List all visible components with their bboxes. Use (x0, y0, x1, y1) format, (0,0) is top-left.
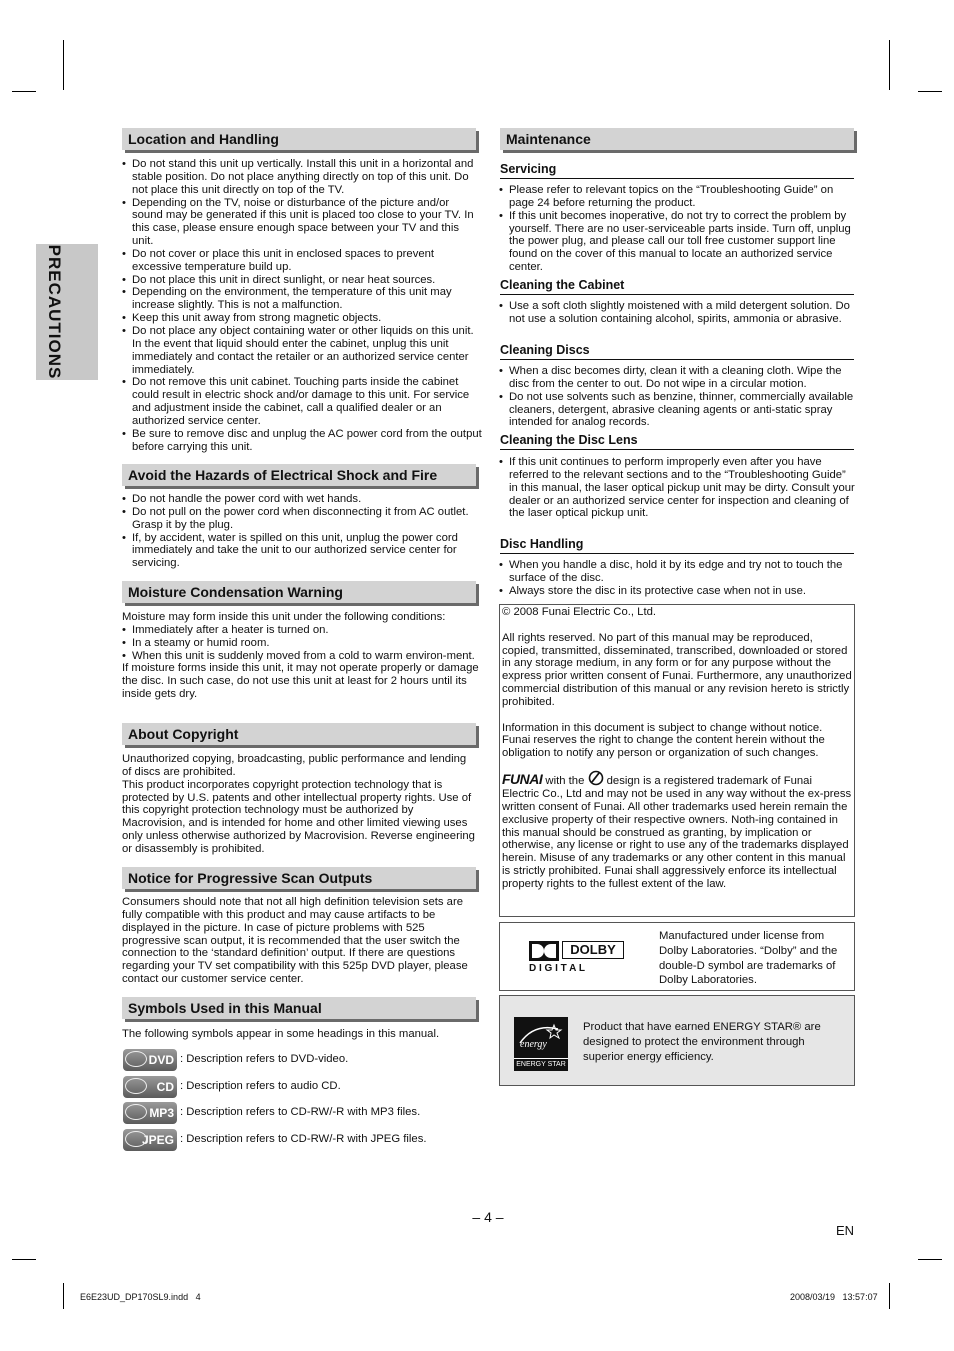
funai-design-icon (588, 770, 604, 784)
moisture-intro: Moisture may form inside this unit under the following conditions: (122, 611, 446, 623)
legal-p3-block (502, 770, 852, 891)
copyright-body (122, 753, 478, 856)
energy-star-label: ENERGY STAR (514, 1058, 568, 1071)
legal-notice-box (499, 604, 855, 917)
funai-logo: FUNAI (502, 771, 543, 788)
cd-symbol-desc: : Description refers to audio CD. (180, 1080, 341, 1092)
location-list (122, 158, 482, 453)
moisture-list (122, 624, 484, 663)
lens-heading: Cleaning the Disc Lens (500, 432, 854, 450)
crop-mark (63, 1283, 64, 1309)
crop-mark (12, 91, 36, 92)
copyright-heading: About Copyright (122, 723, 476, 745)
dolby-text: Manufactured under license from Dolby Laboratories. “Dolby” and the double-D symbol are trademarks of Dolby Laboratories. (659, 930, 838, 987)
crop-mark (918, 1259, 942, 1260)
crop-mark (889, 40, 890, 90)
hazard-item: • Do not pull on the power cord when disconnecting it from AC outlet. Grasp it by the plug. (122, 506, 482, 532)
side-tab-label: PRECAUTIONS (45, 244, 64, 380)
language-label: EN (836, 1223, 855, 1238)
energy-star-box (499, 995, 855, 1086)
servicing-item: • Please refer to relevant topics on the “Troubleshooting Guide” on page 24 before returning the product. (499, 184, 855, 210)
location-item: • Keep this unit away from strong magnetic objects. (122, 312, 482, 325)
dolby-notice-box (499, 922, 855, 991)
energy-star-text: Product that have earned ENERGY STAR® are designed to protect the environment through superior energy efficiency. (583, 1021, 821, 1063)
dvd-symbol-desc: : Description refers to DVD-video. (180, 1053, 349, 1065)
legal-p1: All rights reserved. No part of this manual may be reproduced, copied, transmitted, disseminated, transcribed, downloaded or stored in any storage medium, in any form or for any purpose without the express prior written consent of Funai. Furthermore, any unauthorized commercial distribution of this manual or any revision hereto is strictly prohibited. (502, 631, 852, 708)
servicing-heading: Servicing (500, 161, 854, 179)
lens-list (499, 456, 857, 520)
energy-star-logo (514, 1017, 568, 1071)
crop-mark (12, 1259, 36, 1260)
cabinet-item: • Use a soft cloth slightly moistened with a mild detergent solution. Do not use a solution containing alcohol, spirits, ammonia or abrasive. (499, 300, 855, 326)
location-heading: Location and Handling (122, 128, 476, 150)
crop-mark (918, 91, 942, 92)
maintenance-heading: Maintenance (500, 128, 854, 150)
crop-mark (63, 40, 64, 90)
servicing-item: • If this unit becomes inoperative, do not try to correct the problem by yourself. There are no user-serviceable parts inside. Turn off, unplug the power plug, and please call our toll free customer support line found on the cover of this manual to locate an authorized service center. (499, 210, 855, 274)
progressive-heading: Notice for Progressive Scan Outputs (122, 867, 476, 889)
jpeg-symbol-desc: : Description refers to CD-RW/-R with JPEG files. (180, 1133, 427, 1145)
jpeg-symbol-icon: JPEG (123, 1129, 177, 1151)
copyright-p1: Unauthorized copying, broadcasting, public performance and lending of discs are prohibited. (122, 753, 467, 778)
mp3-symbol-desc: : Description refers to CD-RW/-R with MP3 files. (180, 1106, 421, 1118)
cabinet-list (499, 300, 855, 326)
location-item: • Do not place any object containing water or other liquids on this unit. In the event that liquid should enter the cabinet, unplug this unit immediately and contact the retailer or an authorized service center immediately. (122, 325, 482, 376)
servicing-list (499, 184, 855, 274)
discs-list (499, 365, 857, 429)
handling-list (499, 559, 857, 598)
lens-item: • If this unit continues to perform improperly even after you have referred to the relevant sections and to the “Troubleshooting Guide” in this manual, the laser optical pickup unit may be dirty. Consult your dealer or an authorized service center for inspection and cleaning of the laser optical pickup unit. (499, 456, 857, 520)
legal-body (502, 606, 852, 891)
location-item: • Do not cover or place this unit in enclosed spaces to prevent excessive temperature build up. (122, 248, 482, 274)
location-item: • Do not place this unit in direct sunlight, or near heat sources. (122, 274, 482, 287)
legal-p3: design is a registered trademark of Funai Electric Co., Ltd and may not be used in any way without the ex-press written consent of Funai. All other trademarks used herein remain the exclusive property of their respective owners. Noth-ing contained in this manual should be construed as granting, by implication or otherwise, any license or right to use any of the trademarks displayed herein. Misuse of any trademarks or any other content in this manual is strictly prohibited. Funai shall aggressively enforce its intellectual property rights to the fullest extent of the law. (502, 775, 852, 890)
moisture-item: • Immediately after a heater is turned on. (122, 624, 484, 637)
mp3-symbol-icon: MP3 (123, 1102, 177, 1124)
page-number: – 4 – (472, 1209, 504, 1225)
location-item: • Do not stand this unit up vertically. Install this unit in a horizontal and stable position. Do not place anything directly on top of this unit. Do not place this unit directly on top of the TV. (122, 158, 482, 197)
legal-with-the: with the (545, 775, 585, 788)
dolby-digital-logo (529, 941, 627, 975)
moisture-outro: If moisture forms inside this unit, it may not operate properly or damage the disc. In such case, do not use this unit at least for 2 hours until its inside gets dry. (122, 662, 479, 701)
discs-heading: Cleaning Discs (500, 342, 854, 360)
crop-mark (889, 1283, 890, 1309)
symbols-heading: Symbols Used in this Manual (122, 997, 476, 1019)
energy-star-script: energy (520, 1039, 547, 1050)
moisture-item: • When this unit is suddenly moved from a cold to warm environ-ment. (122, 650, 484, 663)
handling-item: • Always store the disc in its protective case when not in use. (499, 585, 857, 598)
footer-date: 2008/03/19 13:57:07 (790, 1292, 878, 1302)
location-item: • Depending on the TV, noise or disturbance of the picture and/or sound may be generated if this unit is placed too close to your TV. In this case, please ensure enough space between your TV and this unit. (122, 197, 482, 248)
handling-item: • When you handle a disc, hold it by its edge and try not to touch the surface of the disc. (499, 559, 857, 585)
hazards-heading: Avoid the Hazards of Electrical Shock and Fire (122, 464, 476, 486)
handling-heading: Disc Handling (500, 536, 854, 554)
dolby-logo-sub: D I G I T A L (529, 963, 585, 974)
progressive-text: Consumers should note that not all high definition television sets are fully compatible with this product and may cause artifacts to be displayed in the picture. In case of picture problems with 525 progressive scan output, it is recommended that the user switch the connection to the ‘standard definition’ output. If there are questions regarding your TV set compatibility with this 525p DVD player, please contact our customer service center. (122, 896, 468, 986)
hazard-item: • If, by accident, water is spilled on this unit, unplug the power cord immediately and take the unit to our authorized service center for servicing. (122, 532, 482, 571)
dvd-symbol-icon: DVD (123, 1049, 177, 1071)
copyright-p2: This product incorporates copyright protection technology that is protected by U.S. patents and other intellectual property rights. Use of this copyright protection technology must be authorized by Macrovision, and is intended for home and other limited viewing uses only unless otherwise authorized by Macrovision. Reverse engineering or disassembly is prohibited. (122, 778, 475, 855)
moisture-heading: Moisture Condensation Warning (122, 581, 476, 603)
dolby-logo-word: DOLBY (562, 941, 624, 959)
section-side-tab (36, 244, 98, 380)
legal-copyright-line: © 2008 Funai Electric Co., Ltd. (502, 606, 657, 618)
footer-file: E6E23UD_DP170SL9.indd 4 (80, 1292, 201, 1302)
cd-symbol-icon: CD (123, 1076, 177, 1098)
hazards-list (122, 493, 482, 570)
location-item: • Be sure to remove disc and unplug the AC power cord from the output before carrying this unit. (122, 428, 482, 454)
symbols-intro: The following symbols appear in some headings in this manual. (122, 1028, 440, 1040)
moisture-body (122, 611, 484, 701)
location-item: • Do not remove this unit cabinet. Touching parts inside the cabinet could result in electric shock and/or damage to this unit. For service and adjustment inside the cabinet, call a qualified dealer or an authorized service center. (122, 376, 482, 427)
location-item: • Depending on the environment, the temperature of this unit may increase slightly. This is not a malfunction. (122, 286, 482, 312)
discs-item: • When a disc becomes dirty, clean it with a cleaning cloth. Wipe the disc from the center to out. Do not wipe in a circular motion. (499, 365, 857, 391)
moisture-item: • In a steamy or humid room. (122, 637, 484, 650)
cabinet-heading: Cleaning the Cabinet (500, 277, 854, 295)
hazard-item: • Do not handle the power cord with wet hands. (122, 493, 482, 506)
discs-item: • Do not use solvents such as benzine, thinner, commercially available cleaners, detergent, abrasive cleaning agents or anti-static spray intended for analog records. (499, 391, 857, 430)
legal-p2: Information in this document is subject to change without notice. Funai reserves the right to change the content herein without the obligation to notify any person or organization of such changes. (502, 721, 825, 760)
